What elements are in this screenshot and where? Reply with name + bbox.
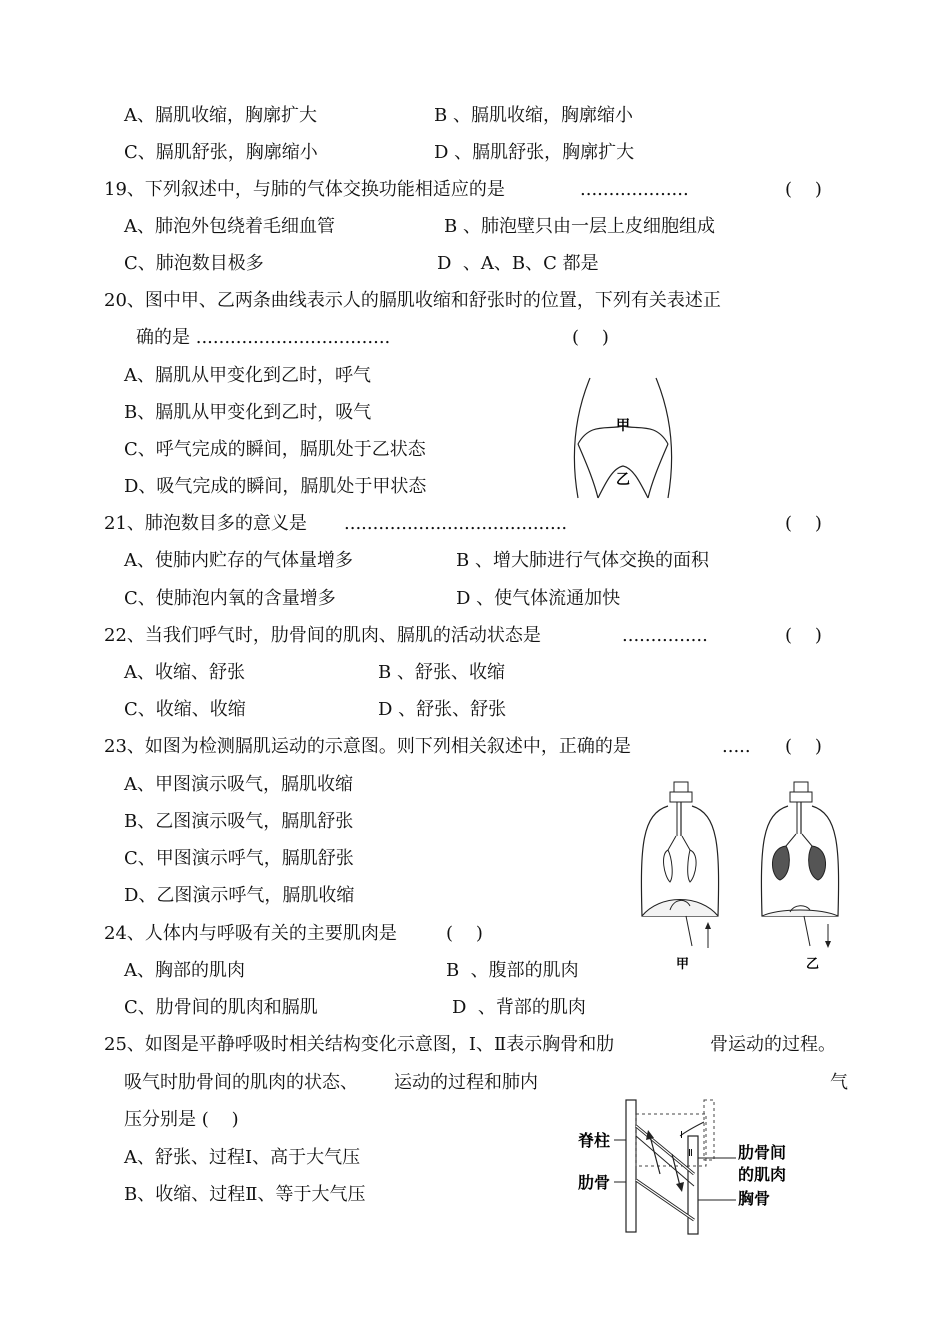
bell-jar-figure bbox=[630, 776, 860, 976]
rib-label-II: Ⅱ bbox=[688, 1148, 693, 1159]
q19-dots: ................... bbox=[580, 179, 689, 200]
q24-option-c: C、肋骨间的肌肉和膈肌 bbox=[124, 997, 318, 1018]
q25-option-b: B、收缩、过程Ⅱ、等于大气压 bbox=[124, 1184, 366, 1205]
rib-movement-figure bbox=[576, 1096, 816, 1238]
q20-option-a: A、膈肌从甲变化到乙时，呼气 bbox=[124, 365, 371, 386]
q23-option-b: B、乙图演示吸气，膈肌舒张 bbox=[124, 811, 354, 832]
q19-option-c: C、肺泡数目极多 bbox=[124, 253, 264, 274]
q20-option-c: C、呼气完成的瞬间，膈肌处于乙状态 bbox=[124, 439, 426, 460]
q24-stem: 24、人体内与呼吸有关的主要肌肉是 bbox=[104, 923, 397, 944]
q19-option-b: B 、肺泡壁只由一层上皮细胞组成 bbox=[444, 216, 715, 237]
q23-option-a: A、甲图演示吸气，膈肌收缩 bbox=[124, 774, 353, 795]
q24-answer-paren: ( ) bbox=[446, 923, 483, 944]
q24-option-d: D 、背部的肌肉 bbox=[452, 997, 586, 1018]
q25-stem-tail: 骨运动的过程。 bbox=[710, 1034, 836, 1055]
q18-option-c: C、膈肌舒张，胸廓缩小 bbox=[124, 142, 318, 163]
q20-stem: 20、图中甲、乙两条曲线表示人的膈肌收缩和舒张时的位置，下列有关表述正 bbox=[104, 290, 721, 311]
bell-jar-yi bbox=[761, 782, 838, 972]
q22-option-b: B 、舒张、收缩 bbox=[378, 662, 505, 683]
rib-label-rib: 肋骨 bbox=[578, 1173, 611, 1192]
q25-stem-line3: 压分别是 ( ) bbox=[124, 1109, 239, 1130]
q21-option-b: B 、增大肺进行气体交换的面积 bbox=[456, 550, 709, 571]
q22-option-d: D 、舒张、舒张 bbox=[378, 699, 507, 720]
q18-option-d: D 、膈肌舒张，胸廓扩大 bbox=[434, 142, 635, 163]
q23-dots: ..... bbox=[722, 736, 751, 757]
q22-option-a: A、收缩、舒张 bbox=[124, 662, 245, 683]
q24-option-b: B 、腹部的肌肉 bbox=[446, 960, 579, 981]
q19-stem: 19、下列叙述中，与肺的气体交换功能相适应的是 bbox=[104, 179, 505, 200]
q25-stem-line2-tail: 气 bbox=[830, 1072, 848, 1093]
diaphragm-label-jia: 甲 bbox=[616, 418, 630, 434]
q25-stem: 25、如图是平静呼吸时相关结构变化示意图，Ⅰ、Ⅱ表示胸骨和肋 bbox=[104, 1034, 615, 1055]
q21-option-c: C、使肺泡内氧的含量增多 bbox=[124, 588, 336, 609]
q23-option-c: C、甲图演示呼气，膈肌舒张 bbox=[124, 848, 354, 869]
bell-jar-label-jia: 甲 bbox=[676, 957, 690, 972]
q22-stem: 22、当我们呼气时，肋骨间的肌肉、膈肌的活动状态是 bbox=[104, 625, 541, 646]
bell-jar-jia bbox=[641, 782, 718, 972]
q20-stem-cont: 确的是 .................................. bbox=[136, 327, 391, 348]
q18-option-b: B 、膈肌收缩，胸廓缩小 bbox=[434, 105, 633, 126]
q20-answer-paren: ( ) bbox=[572, 327, 609, 348]
q22-answer-paren: ( ) bbox=[785, 625, 822, 646]
diaphragm-label-yi: 乙 bbox=[616, 472, 630, 488]
q21-option-a: A、使肺内贮存的气体量增多 bbox=[124, 550, 353, 571]
diaphragm-figure bbox=[568, 372, 678, 502]
q19-option-a: A、肺泡外包绕着毛细血管 bbox=[124, 216, 335, 237]
q18-option-a: A、膈肌收缩，胸廓扩大 bbox=[124, 105, 317, 126]
q21-option-d: D 、使气体流通加快 bbox=[456, 588, 621, 609]
q22-dots: ............... bbox=[622, 625, 708, 646]
rib-label-muscle-1: 肋骨间 bbox=[738, 1143, 787, 1162]
rib-label-sternum: 胸骨 bbox=[738, 1189, 771, 1208]
q23-stem: 23、如图为检测膈肌运动的示意图。则下列相关叙述中，正确的是 bbox=[104, 736, 631, 757]
q19-answer-paren: ( ) bbox=[785, 179, 822, 200]
q23-option-d: D、乙图演示呼气，膈肌收缩 bbox=[124, 885, 355, 906]
q20-option-b: B、膈肌从甲变化到乙时，吸气 bbox=[124, 402, 372, 423]
q22-option-c: C、收缩、收缩 bbox=[124, 699, 246, 720]
q25-stem-line2: 吸气时肋骨间的肌肉的状态、 bbox=[124, 1072, 358, 1093]
rib-label-muscle-2: 的肌肉 bbox=[738, 1165, 787, 1184]
q20-option-d: D、吸气完成的瞬间，膈肌处于甲状态 bbox=[124, 476, 427, 497]
q25-stem-line2-mid: 运动的过程和肺内 bbox=[394, 1072, 538, 1093]
q21-dots: ....................................... bbox=[344, 513, 568, 534]
rib-label-spine: 脊柱 bbox=[578, 1131, 611, 1150]
q21-answer-paren: ( ) bbox=[785, 513, 822, 534]
q24-option-a: A、胸部的肌肉 bbox=[124, 960, 245, 981]
q19-option-d: D 、A、B、C 都是 bbox=[437, 253, 599, 274]
bell-jar-label-yi: 乙 bbox=[806, 957, 820, 972]
q25-option-a: A、舒张、过程Ⅰ、高于大气压 bbox=[124, 1147, 361, 1168]
q23-answer-paren: ( ) bbox=[785, 736, 822, 757]
q21-stem: 21、肺泡数目多的意义是 bbox=[104, 513, 307, 534]
rib-label-I: Ⅰ bbox=[680, 1130, 683, 1141]
